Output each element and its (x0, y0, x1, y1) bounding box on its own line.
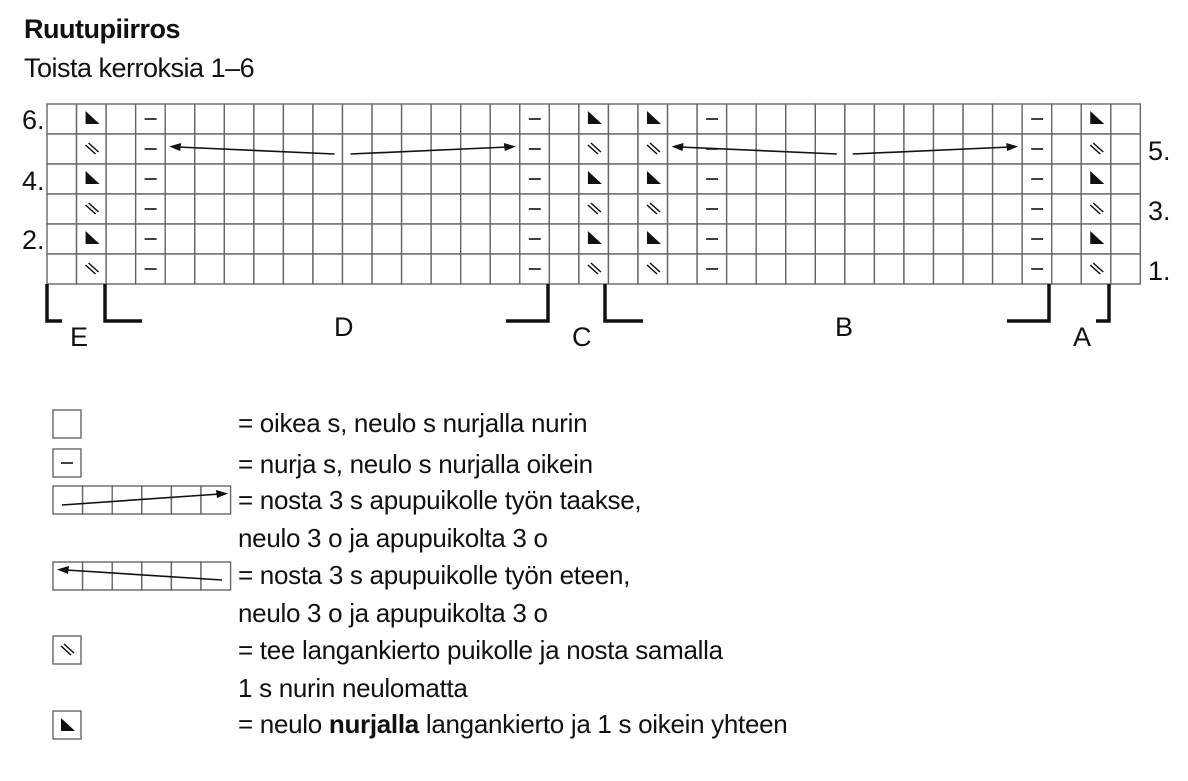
chart-cell (786, 164, 816, 194)
chart-cell (963, 224, 993, 254)
chart-cell (904, 104, 934, 134)
chart-cell (402, 164, 432, 194)
chart-cell (431, 164, 461, 194)
chart-cell (934, 104, 964, 134)
chart-cell (402, 134, 432, 164)
chart-cell (195, 194, 225, 224)
chart-cell (283, 104, 313, 134)
chart-cell (283, 134, 313, 164)
chart-cell (786, 224, 816, 254)
legend-text-triangle-bold: nurjalla (328, 709, 419, 739)
chart-cell (638, 254, 668, 284)
legend-symbol-slip (52, 635, 84, 665)
chart-cell (608, 254, 638, 284)
chart-cell (934, 164, 964, 194)
legend-symbol-cable-right (52, 485, 234, 515)
bracket-a-right (1096, 284, 1109, 321)
chart-cell (47, 224, 77, 254)
section-label-e: E (70, 322, 89, 352)
chart-cell (1052, 254, 1082, 284)
chart-cell (786, 134, 816, 164)
chart-cell (756, 194, 786, 224)
chart-cell (579, 194, 609, 224)
chart-cell (756, 224, 786, 254)
chart-cell (815, 194, 845, 224)
chart-cell (343, 164, 373, 194)
chart-cell (224, 104, 254, 134)
chart-cell (874, 164, 904, 194)
chart-cell (668, 164, 698, 194)
chart-cell (461, 224, 491, 254)
chart-cell (402, 194, 432, 224)
chart-cell (845, 254, 875, 284)
chart-cell (668, 194, 698, 224)
chart-cell (165, 254, 195, 284)
chart-cell (283, 194, 313, 224)
chart-cell (874, 254, 904, 284)
chart-cell (372, 104, 402, 134)
chart-cell (815, 104, 845, 134)
chart-cell (461, 194, 491, 224)
chart-cell (195, 224, 225, 254)
row-number-5: 5. (1148, 136, 1171, 166)
chart-cell (874, 104, 904, 134)
chart-cell (165, 194, 195, 224)
chart-cell (106, 104, 136, 134)
chart-cell (283, 224, 313, 254)
chart-cell (727, 104, 757, 134)
chart-cell (254, 254, 284, 284)
chart-cell (431, 104, 461, 134)
chart-cell (815, 164, 845, 194)
chart-cell (343, 134, 373, 164)
section-label-c: C (572, 322, 592, 352)
chart-cell (1081, 194, 1111, 224)
chart-cell (608, 134, 638, 164)
chart-cell (343, 104, 373, 134)
chart-cell (668, 254, 698, 284)
chart-cell (1111, 224, 1141, 254)
chart-subtitle: Toista kerroksia 1–6 (24, 53, 255, 83)
chart-cell (845, 224, 875, 254)
chart-cell (993, 254, 1023, 284)
chart-cell (490, 164, 520, 194)
chart-cell (815, 224, 845, 254)
chart-cell (963, 164, 993, 194)
chart-cell (756, 134, 786, 164)
legend-text-triangle-post: langankierto ja 1 s oikein yhteen (418, 709, 788, 739)
chart-cell (608, 104, 638, 134)
chart-cell (165, 104, 195, 134)
row-number-3: 3. (1148, 196, 1171, 226)
chart-cell (756, 164, 786, 194)
chart-cell (402, 254, 432, 284)
chart-cell (608, 164, 638, 194)
legend-text-slip: = tee langankierto puikolle ja nosta samalla (238, 635, 723, 665)
legend-text-cable-right-2: neulo 3 o ja apupuikolta 3 o (238, 523, 548, 553)
chart-cell (786, 254, 816, 284)
chart-cell (490, 104, 520, 134)
chart-cell (874, 194, 904, 224)
chart-cell (402, 104, 432, 134)
chart-cell (549, 164, 579, 194)
legend-text-slip-2: 1 s nurin neulomatta (238, 673, 468, 703)
chart-cell (874, 224, 904, 254)
chart-cell (224, 164, 254, 194)
chart-cell (431, 194, 461, 224)
row-number-4: 4. (22, 166, 45, 196)
chart-cell (579, 134, 609, 164)
chart-cell (372, 254, 402, 284)
chart-cell (165, 164, 195, 194)
chart-cell (549, 254, 579, 284)
chart-cell (845, 194, 875, 224)
chart-cell (904, 134, 934, 164)
chart-cell (1081, 254, 1111, 284)
chart-cell (283, 164, 313, 194)
chart-cell (254, 224, 284, 254)
chart-cell (313, 224, 343, 254)
chart-cell (313, 164, 343, 194)
chart-cell (490, 254, 520, 284)
chart-cell (963, 104, 993, 134)
section-label-a: A (1073, 322, 1092, 352)
chart-cell (402, 224, 432, 254)
chart-cell (254, 134, 284, 164)
chart-cell (47, 194, 77, 224)
chart-cell (195, 254, 225, 284)
legend-text-cable-left-2: neulo 3 o ja apupuikolta 3 o (238, 598, 548, 628)
chart-cell (1052, 164, 1082, 194)
row-number-1: 1. (1148, 256, 1171, 286)
chart-cell (815, 254, 845, 284)
chart-cell (431, 224, 461, 254)
chart-cell (195, 164, 225, 194)
chart-cell (845, 164, 875, 194)
chart-cell (579, 254, 609, 284)
chart-cell (638, 134, 668, 164)
chart-cell (727, 254, 757, 284)
chart-cell (874, 134, 904, 164)
row-number-2: 2. (22, 225, 45, 255)
chart-cell (638, 194, 668, 224)
chart-cell (47, 254, 77, 284)
chart-cell (431, 254, 461, 284)
chart-cell (254, 164, 284, 194)
chart-cell (993, 164, 1023, 194)
chart-cell (47, 104, 77, 134)
legend-text-blank: = oikea s, neulo s nurjalla nurin (238, 408, 588, 438)
chart-cell (549, 224, 579, 254)
legend-text-triangle-pre: = neulo (238, 709, 329, 739)
section-label-b: B (835, 312, 854, 342)
chart-cell (106, 164, 136, 194)
chart-cell (77, 254, 107, 284)
chart-cell (668, 104, 698, 134)
bracket-e-right (105, 284, 142, 321)
legend-text-cable-left: = nosta 3 s apupuikolle työn eteen, (238, 560, 631, 590)
chart-title: Ruutupiirros (24, 14, 180, 44)
chart-cell (727, 194, 757, 224)
chart-cell (608, 194, 638, 224)
chart-cell (727, 164, 757, 194)
chart-cell (668, 224, 698, 254)
chart-cell (549, 134, 579, 164)
chart-cell (224, 254, 254, 284)
chart-cell (727, 224, 757, 254)
chart-cell (372, 134, 402, 164)
chart-cell (313, 254, 343, 284)
legend-symbol-dash (52, 448, 84, 478)
chart-cell (106, 134, 136, 164)
chart-cell (343, 254, 373, 284)
chart-cell (786, 194, 816, 224)
legend-symbol-cable-left (52, 561, 234, 591)
chart-cell (47, 164, 77, 194)
chart-cell (1111, 134, 1141, 164)
chart-cell (372, 224, 402, 254)
chart-cell (993, 194, 1023, 224)
chart-cell (1081, 134, 1111, 164)
chart-cell (343, 194, 373, 224)
chart-cell (106, 194, 136, 224)
bracket-c-right (605, 284, 643, 321)
chart-cell (904, 164, 934, 194)
chart-cell (490, 194, 520, 224)
chart-cell (47, 134, 77, 164)
chart-cell (106, 254, 136, 284)
chart-cell (77, 194, 107, 224)
chart-cell (283, 254, 313, 284)
chart-cell (461, 104, 491, 134)
chart-cell (1111, 194, 1141, 224)
section-label-d: D (334, 312, 354, 342)
chart-cell (165, 224, 195, 254)
chart-cell (934, 194, 964, 224)
chart-cell (1052, 134, 1082, 164)
chart-cell (313, 104, 343, 134)
chart-cell (993, 104, 1023, 134)
legend-text-triangle (238, 709, 787, 740)
chart-cell (195, 104, 225, 134)
chart-cell (756, 254, 786, 284)
chart-cell (845, 134, 875, 164)
chart-cell (934, 224, 964, 254)
chart-cell (343, 224, 373, 254)
chart-cell (461, 164, 491, 194)
chart-cell (461, 254, 491, 284)
legend-text-dash: = nurja s, neulo s nurjalla oikein (238, 449, 593, 479)
chart-cell (224, 194, 254, 224)
chart-cell (106, 224, 136, 254)
bracket-e-left (47, 284, 62, 321)
chart-cell (608, 224, 638, 254)
chart-cell (313, 194, 343, 224)
chart-cell (786, 104, 816, 134)
chart-cell (549, 194, 579, 224)
chart-cell (1052, 104, 1082, 134)
legend-symbol-triangle (52, 710, 84, 740)
chart-cell (845, 104, 875, 134)
chart-cell (963, 254, 993, 284)
chart-cell (1052, 224, 1082, 254)
chart-cell (1111, 104, 1141, 134)
chart-cell (963, 194, 993, 224)
chart-cell (904, 194, 934, 224)
chart-cell (904, 254, 934, 284)
bracket-b-right (1007, 284, 1049, 321)
chart-cell (372, 164, 402, 194)
chart-cell (549, 104, 579, 134)
chart-cell (490, 224, 520, 254)
chart-cell (815, 134, 845, 164)
chart-cell (254, 104, 284, 134)
chart-cell (1111, 254, 1141, 284)
chart-cell (934, 254, 964, 284)
chart-cell (372, 194, 402, 224)
chart-cell (77, 134, 107, 164)
chart-cell (224, 224, 254, 254)
bracket-d-right (506, 284, 548, 321)
chart-cell (993, 224, 1023, 254)
chart-cell (313, 134, 343, 164)
legend-text-cable-right: = nosta 3 s apupuikolle työn taakse, (238, 485, 642, 515)
chart-cell (254, 194, 284, 224)
chart-cell (756, 104, 786, 134)
legend-symbol-blank (52, 409, 84, 439)
chart-cell (904, 224, 934, 254)
chart-cell (1052, 194, 1082, 224)
row-number-6: 6. (22, 105, 45, 135)
chart-cell (1111, 164, 1141, 194)
